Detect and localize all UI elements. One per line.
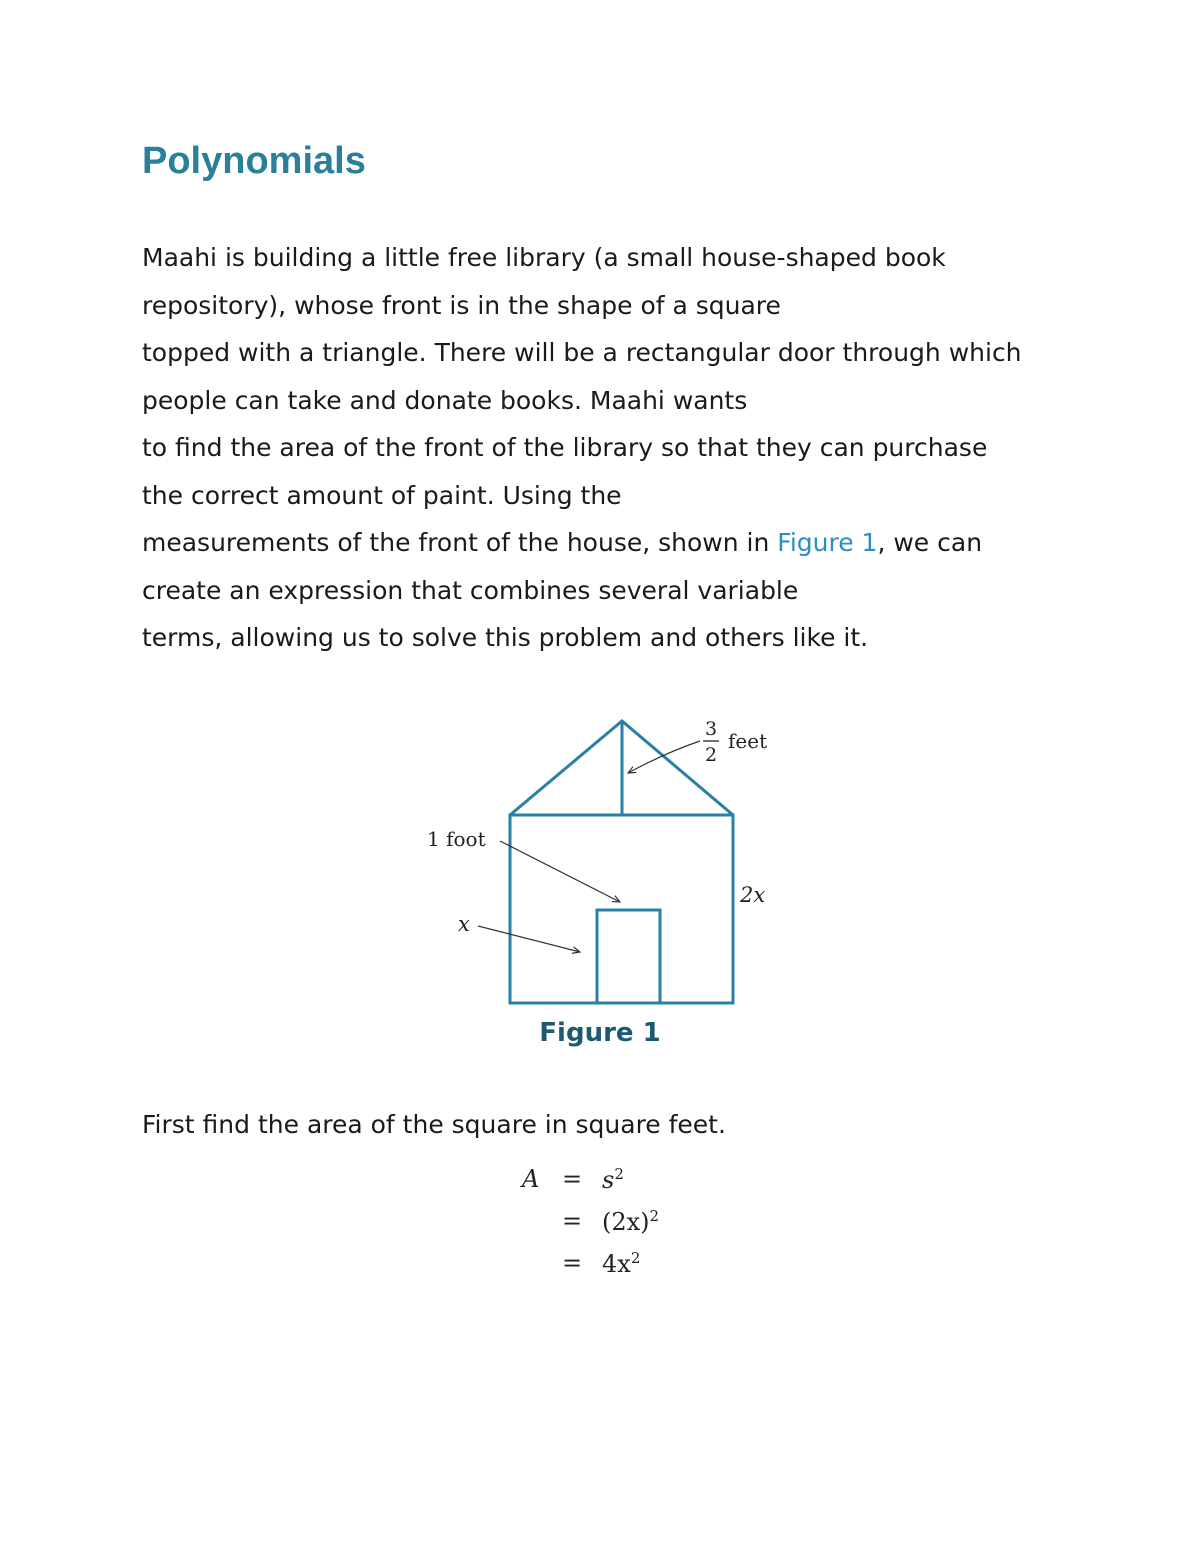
text-line: terms, allowing us to solve this problem and others like it. [142, 623, 869, 652]
text-line: create an expression that combines several variable [142, 575, 799, 605]
door-width-label: 1 foot [427, 827, 486, 851]
equals-sign: = [562, 1249, 583, 1277]
text-line: people can take and donate books. Maahi wants [142, 385, 748, 415]
text-line: to find the area of the front of the library so that they can purchase [142, 433, 988, 462]
door-rectangle [597, 910, 660, 1003]
equation-rhs [602, 1165, 624, 1194]
equation-row [500, 1165, 720, 1205]
equation-lhs: A [522, 1165, 540, 1193]
text-line: the correct amount of paint. Using the [142, 480, 622, 510]
door-height-arrow [478, 926, 580, 952]
equals-sign: = [562, 1207, 583, 1235]
equation-row [500, 1207, 720, 1247]
door-height-label: x [458, 912, 470, 936]
text-line: repository), whose front is in the shape of a square [142, 290, 781, 320]
door-width-arrow [500, 841, 620, 902]
rhs-base: s [602, 1166, 615, 1194]
roof-height-unit: feet [728, 729, 768, 753]
text-line: Maahi is building a little free library (a small house-shaped book [142, 243, 946, 272]
equals-sign: = [562, 1165, 583, 1193]
roof-height-denominator: 2 [704, 744, 718, 766]
side-length-label: 2x [740, 883, 766, 907]
rhs-base: (2x) [602, 1208, 650, 1236]
house-figure [420, 705, 800, 1015]
rhs-exponent: 2 [630, 1249, 641, 1267]
step-text: First find the area of the square in square feet. [142, 1110, 726, 1139]
text-after-link: , we can [877, 528, 983, 557]
equation-row [500, 1249, 720, 1289]
rhs-base: 4x [602, 1250, 631, 1278]
figure-caption: Figure 1 [539, 1018, 661, 1048]
text-before-link: measurements of the front of the house, shown in [142, 528, 778, 557]
intro-paragraph [142, 234, 1102, 662]
rhs-exponent: 2 [614, 1165, 624, 1183]
text-line-with-link [142, 519, 1102, 567]
equation-rhs [602, 1249, 640, 1278]
roof-height-numerator: 3 [704, 718, 718, 740]
area-equations [500, 1165, 720, 1295]
figure-1-link[interactable]: Figure 1 [777, 528, 878, 557]
page-title: Polynomials [142, 140, 366, 182]
equation-rhs [602, 1207, 659, 1236]
rhs-exponent: 2 [649, 1207, 660, 1225]
text-line: topped with a triangle. There will be a rectangular door through which [142, 338, 1022, 367]
